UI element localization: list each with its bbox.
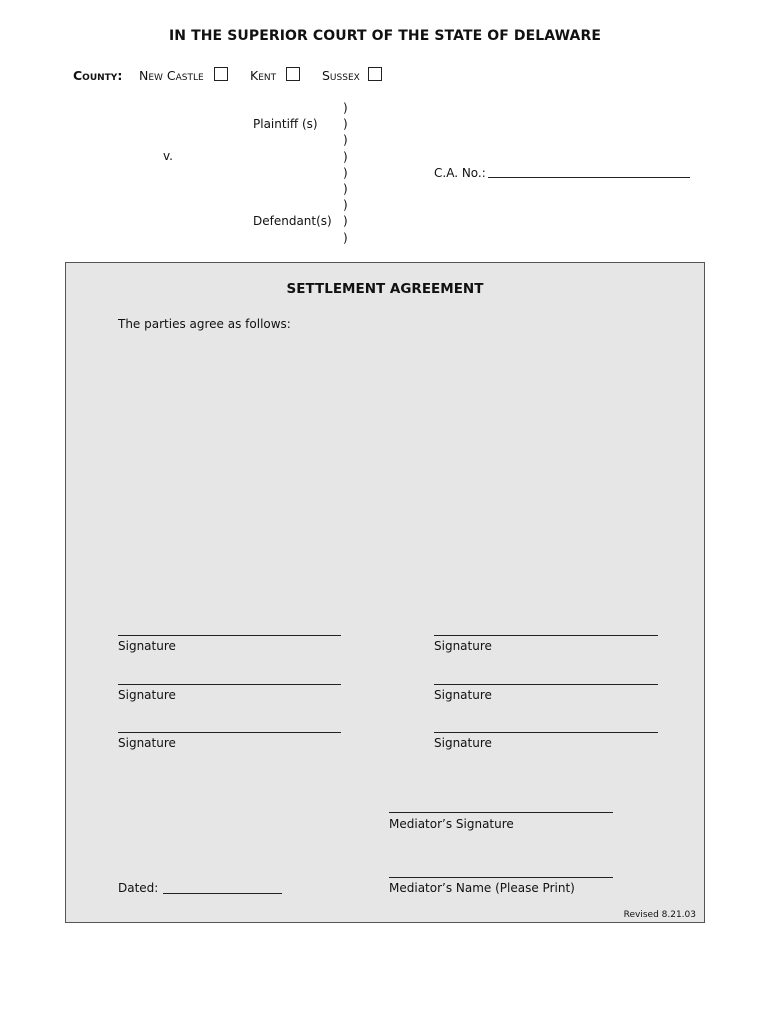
signature-label: Signature (434, 688, 492, 702)
signature-label: Signature (118, 736, 176, 750)
agreement-title: SETTLEMENT AGREEMENT (286, 281, 484, 297)
county-option-sussex-label: Sussex (322, 68, 360, 83)
signature-line[interactable] (118, 684, 341, 685)
date-field[interactable] (163, 893, 282, 894)
mediator-name-label: Mediator’s Name (Please Print) (389, 881, 575, 895)
signature-label: Signature (434, 736, 492, 750)
settlement-agreement-panel (65, 262, 705, 923)
case-number-label: C.A. No.: (434, 166, 486, 180)
court-title: IN THE SUPERIOR COURT OF THE STATE OF DELAWARE (168, 28, 601, 44)
county-option-kent-label: Kent (250, 68, 277, 83)
county-option-new-castle-label: New Castle (139, 68, 204, 83)
mediator-signature-line[interactable] (389, 812, 613, 813)
caption-paren-column: ) ) ) ) ) ) ) ) ) (343, 101, 348, 245)
new-castle-checkbox[interactable] (214, 67, 228, 81)
signature-line[interactable] (118, 635, 341, 636)
mediator-name-line[interactable] (389, 877, 613, 878)
case-number-field[interactable] (488, 177, 690, 178)
dated-label: Dated: (118, 881, 159, 895)
kent-checkbox[interactable] (286, 67, 300, 81)
signature-line[interactable] (118, 732, 341, 733)
signature-label: Signature (118, 688, 176, 702)
county-label: County: (73, 68, 123, 83)
signature-label: Signature (118, 639, 176, 653)
sussex-checkbox[interactable] (368, 67, 382, 81)
versus-label: v. (163, 149, 173, 163)
signature-line[interactable] (434, 732, 658, 733)
plaintiff-label: Plaintiff (s) (253, 117, 318, 131)
defendant-label: Defendant(s) (253, 214, 332, 228)
signature-label: Signature (434, 639, 492, 653)
revision-note: Revised 8.21.03 (623, 910, 696, 920)
mediator-signature-label: Mediator’s Signature (389, 817, 514, 831)
signature-line[interactable] (434, 684, 658, 685)
agreement-intro: The parties agree as follows: (118, 317, 291, 331)
signature-line[interactable] (434, 635, 658, 636)
